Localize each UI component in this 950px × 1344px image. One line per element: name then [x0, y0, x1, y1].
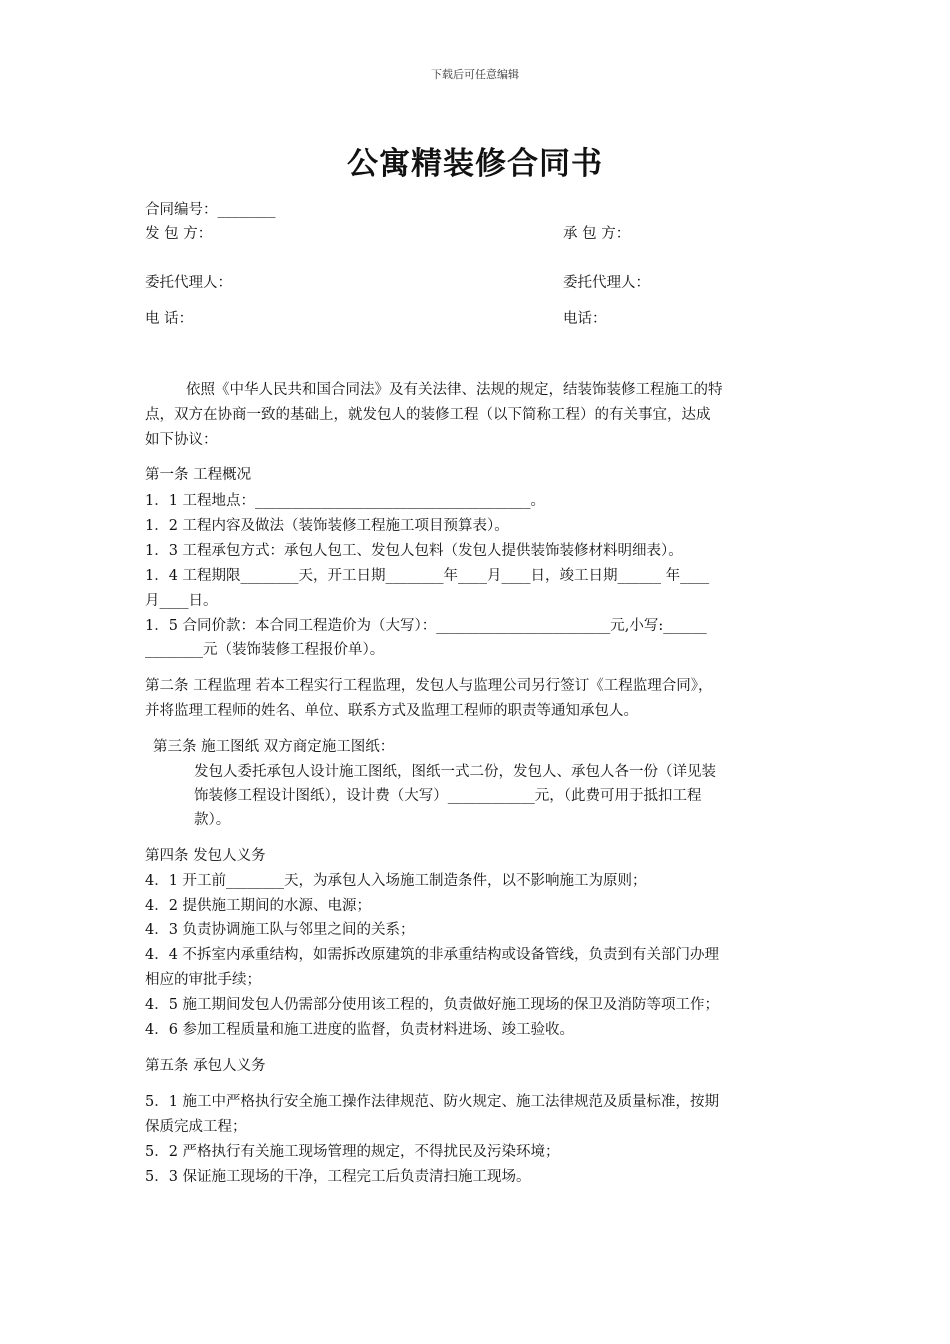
employer-phone-label: 电 话： — [145, 311, 194, 327]
contractor-phone-label: 电话： — [563, 311, 607, 327]
article2-line: 第二条 工程监理 若本工程实行工程监理，发包人与监理公司另行签订《工程监理合同》， — [145, 678, 713, 694]
employer-label: 发 包 方： — [145, 226, 213, 242]
article5-heading: 第五条 承包人义务 — [145, 1058, 266, 1074]
article5-line: 保质完成工程； — [145, 1119, 247, 1135]
article3-heading: 第三条 施工图纸 双方商定施工图纸： — [153, 739, 395, 755]
article1-heading: 第一条 工程概况 — [145, 467, 252, 483]
article1-line: 1．2 工程内容及做法（装饰装修工程施工项目预算表）。 — [145, 518, 509, 534]
document-title: 公寓精装修合同书 — [347, 146, 603, 182]
header-note: 下载后可任意编辑 — [431, 68, 519, 81]
article4-line: 相应的审批手续； — [145, 972, 261, 988]
article5-line: 5．1 施工中严格执行安全施工操作法律规范、防火规定、施工法律规范及质量标准，按期 — [145, 1094, 720, 1110]
contractor-agent-label: 委托代理人： — [563, 275, 650, 291]
article1-line: 1．5 合同价款：本合同工程造价为（大写）：________________________元,小写:______ — [145, 618, 707, 634]
contractor-label: 承 包 方： — [563, 226, 631, 242]
article1-line: ________元（装饰装修工程报价单）。 — [145, 642, 385, 658]
article1-line: 1．4 工程期限________天，开工日期________年____月____日，竣工日期______ 年____ — [145, 568, 710, 584]
preamble-line: 依照《中华人民共和国合同法》及有关法律、法规的规定，结装饰装修工程施工的特 — [186, 382, 723, 398]
article4-line: 4．4 不拆室内承重结构，如需拆改原建筑的非承重结构或设备管线，负责到有关部门办理 — [145, 947, 720, 963]
article4-heading: 第四条 发包人义务 — [145, 848, 266, 864]
article3-line: 饰装修工程设计图纸），设计费（大写）____________元，（此费可用于抵扣工程 — [194, 788, 702, 804]
article4-line: 4．3 负责协调施工队与邻里之间的关系； — [145, 922, 415, 938]
article5-line: 5．2 严格执行有关施工现场管理的规定，不得扰民及污染环境； — [145, 1144, 560, 1160]
preamble-line: 如下协议： — [145, 432, 218, 448]
article5-line: 5．3 保证施工现场的干净，工程完工后负责清扫施工现场。 — [145, 1169, 531, 1185]
article4-line: 4．2 提供施工期间的水源、电源； — [145, 898, 372, 914]
article4-line: 4．5 施工期间发包人仍需部分使用该工程的，负责做好施工现场的保卫及消防等项工作； — [145, 997, 720, 1013]
article1-line: 月____日。 — [145, 593, 218, 609]
article2-line: 并将监理工程师的姓名、单位、联系方式及监理工程师的职责等通知承包人。 — [145, 703, 638, 719]
contract-number: 合同编号：________ — [145, 202, 276, 218]
article1-line: 1．1 工程地点：______________________________________。 — [145, 493, 546, 509]
preamble-line: 点，双方在协商一致的基础上，就发包人的装修工程（以下简称工程）的有关事宜，达成 — [145, 407, 711, 423]
article3-line: 款）。 — [194, 812, 231, 828]
article3-line: 发包人委托承包人设计施工图纸，图纸一式二份，发包人、承包人各一份（详见装 — [194, 764, 716, 780]
employer-agent-label: 委托代理人： — [145, 275, 232, 291]
article1-line: 1．3 工程承包方式：承包人包工、发包人包料（发包人提供装饰装修材料明细表）。 — [145, 543, 683, 559]
article4-line: 4．1 开工前________天，为承包人入场施工制造条件，以不影响施工为原则； — [145, 873, 647, 889]
article4-line: 4．6 参加工程质量和施工进度的监督，负责材料进场、竣工验收。 — [145, 1022, 575, 1038]
